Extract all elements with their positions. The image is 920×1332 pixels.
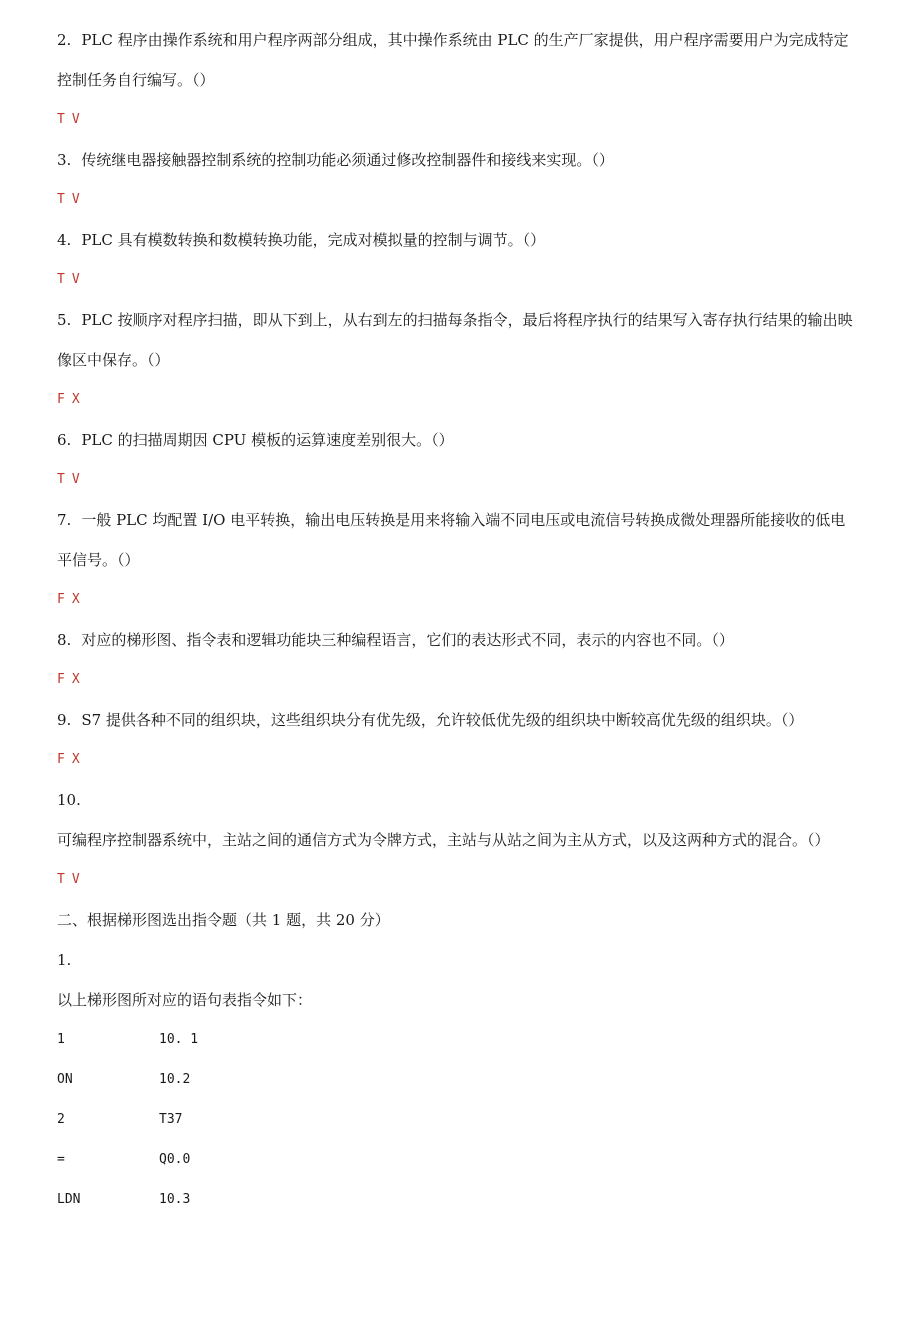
instruction-row (57, 1140, 857, 1180)
question-number: 7. (57, 511, 72, 529)
question-text: 对应的梯形图、指令表和逻辑功能块三种编程语言，它们的表达形式不同，表示的内容也不同。（） (81, 631, 734, 649)
answer-8 (57, 660, 857, 700)
question-number: 9. (57, 711, 72, 729)
answer-mark: V (71, 272, 81, 287)
answer-5 (57, 380, 857, 420)
answer-letter: F (57, 592, 66, 607)
answer-mark: V (71, 192, 81, 207)
instruction-operand: T37 (159, 1112, 183, 1127)
instruction-op: 1 (57, 1032, 65, 1047)
question-text: S7 提供各种不同的组织块，这些组织块分有优先级，允许较低优先级的组织块中断较高优先级的组织块。（） (81, 711, 804, 729)
answer-mark: V (71, 872, 81, 887)
answer-letter: F (57, 752, 66, 767)
instruction-row (57, 1020, 857, 1060)
answer-3 (57, 180, 857, 220)
instruction-list (57, 1020, 857, 1220)
question-number: 5. (57, 311, 72, 329)
question-10 (57, 780, 857, 860)
question-2 (57, 20, 857, 100)
question-9 (57, 700, 857, 740)
instruction-operand: Q0.0 (159, 1152, 191, 1167)
answer-letter: T (57, 472, 66, 487)
instruction-op: 2 (57, 1112, 65, 1127)
question-number: 10. (57, 791, 81, 809)
question-text: PLC 程序由操作系统和用户程序两部分组成，其中操作系统由 PLC 的生产厂家提供，用户程序需要用户为完成特定控制任务自行编写。（） (57, 31, 849, 89)
answer-letter: F (57, 672, 66, 687)
question-text: PLC 的扫描周期因 CPU 模板的运算速度差别很大。（） (81, 431, 454, 449)
answer-2 (57, 100, 857, 140)
answer-mark: X (71, 592, 81, 607)
question-text: 传统继电器接触器控制系统的控制功能必须通过修改控制器件和接线来实现。（） (81, 151, 614, 169)
question-4 (57, 220, 857, 260)
answer-10 (57, 860, 857, 900)
answer-letter: T (57, 112, 66, 127)
answer-mark: V (71, 112, 81, 127)
question-number: 6. (57, 431, 72, 449)
question-text: PLC 按顺序对程序扫描，即从下到上，从右到左的扫描每条指令，最后将程序执行的结果写入寄存执行结果的输出映像区中保存。（） (57, 311, 853, 369)
instruction-op: ON (57, 1072, 73, 1087)
instruction-op: = (57, 1152, 65, 1167)
answer-letter: T (57, 192, 66, 207)
answer-mark: X (71, 752, 81, 767)
answer-letter: F (57, 392, 66, 407)
section-heading: 二、根据梯形图选出指令题（共 1 题，共 20 分） (57, 911, 390, 929)
answer-mark: V (71, 472, 81, 487)
question-number: 2. (57, 31, 72, 49)
instruction-row (57, 1100, 857, 1140)
instruction-operand: 10.2 (159, 1072, 191, 1087)
question-number: 8. (57, 631, 72, 649)
question-text: 可编程序控制器系统中，主站之间的通信方式为令牌方式，主站与从站之间为主从方式，以及这两种方式的混合。（） (57, 831, 830, 849)
answer-6 (57, 460, 857, 500)
question-8 (57, 620, 857, 660)
instruction-row (57, 1180, 857, 1220)
instruction-op: LDN (57, 1192, 81, 1207)
answer-mark: X (71, 672, 81, 687)
instruction-operand: 10. 1 (159, 1032, 199, 1047)
instruction-row (57, 1060, 857, 1100)
question-6 (57, 420, 857, 460)
question-text: 一般 PLC 均配置 I/O 电平转换，输出电压转换是用来将输入端不同电压或电流信号转换成微处理器所能接收的低电平信号。（） (57, 511, 846, 569)
document-page (57, 20, 857, 1220)
answer-7 (57, 580, 857, 620)
answer-letter: T (57, 272, 66, 287)
instruction-operand: 10.3 (159, 1192, 191, 1207)
question-text: PLC 具有模数转换和数模转换功能，完成对模拟量的控制与调节。（） (81, 231, 546, 249)
answer-9 (57, 740, 857, 780)
question-number: 4. (57, 231, 72, 249)
question-5 (57, 300, 857, 380)
answer-letter: T (57, 872, 66, 887)
question-3 (57, 140, 857, 180)
answer-mark: X (71, 392, 81, 407)
question-7 (57, 500, 857, 580)
section-intro: 以上梯形图所对应的语句表指令如下： (57, 991, 313, 1009)
answer-4 (57, 260, 857, 300)
question-number: 3. (57, 151, 72, 169)
section-item-number: 1. (57, 951, 72, 969)
